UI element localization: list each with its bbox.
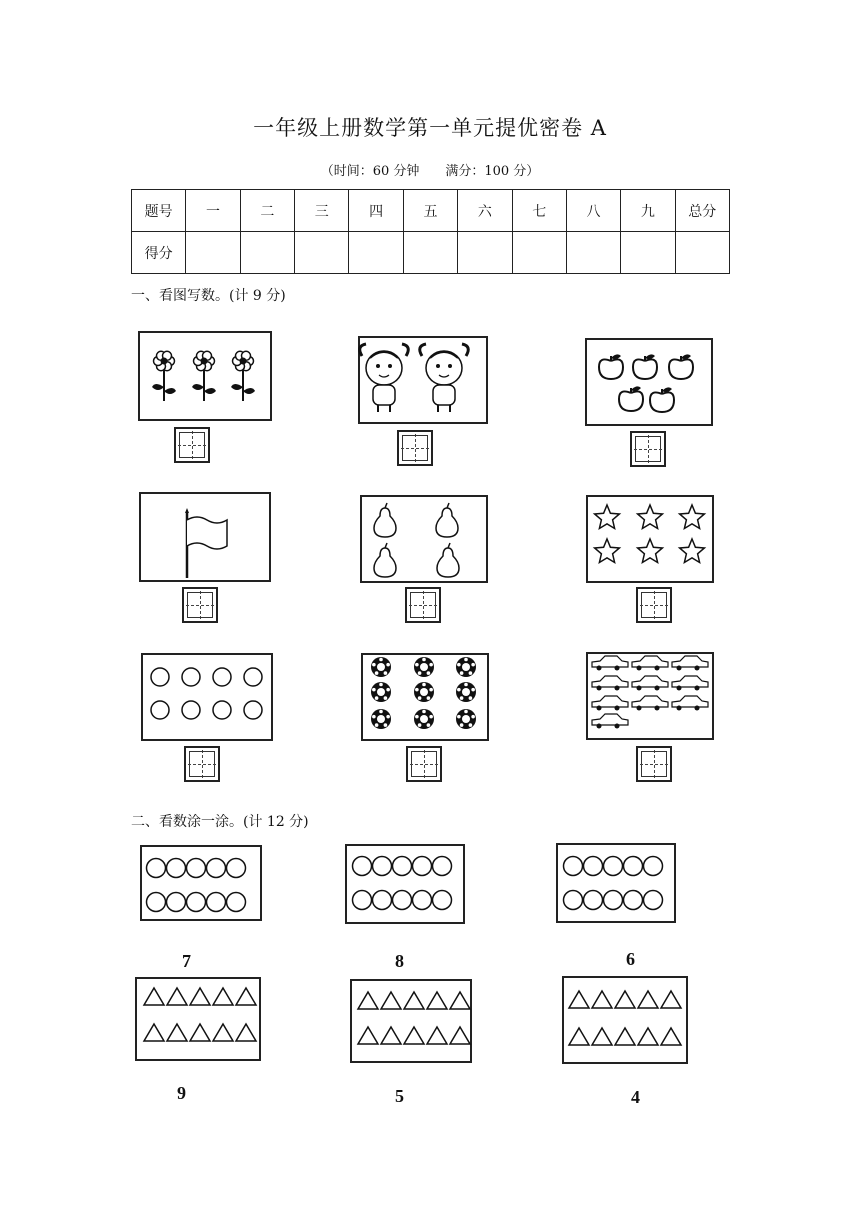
triangle-icon [638,991,658,1008]
score-cell: 六 [458,190,512,232]
flower-icon [152,351,176,401]
triangle-icon [236,988,256,1005]
triangle-icon [213,1024,233,1041]
page-title: 一年级上册数学第一单元提优密卷 A [253,116,607,140]
score-cell: 一 [186,190,240,232]
circle-icon [227,859,246,878]
triangle-icon [615,1028,635,1045]
circle-icon [213,701,231,719]
pear-icon [436,503,458,537]
page-subtitle: （时间：60 分钟 满分：100 分） [320,164,540,179]
apple-icon [669,354,693,379]
triangle-icon [427,992,447,1009]
circle-icon [604,857,623,876]
circle-icon [373,891,392,910]
circle-icon [213,668,231,686]
circle-icon [604,891,623,910]
circle-icon [151,668,169,686]
triangle-icon [213,988,233,1005]
circle-icon [584,891,603,910]
flag-icon [185,508,227,578]
car-icon [672,696,708,711]
triangle-icon [381,1027,401,1044]
triangle-icon [167,988,187,1005]
score-cell: 三 [295,190,349,232]
triangle-icon [427,1027,447,1044]
circle-icon [564,857,583,876]
circle-icon [433,891,452,910]
triangle-icon [450,992,470,1009]
triangle-icon [615,991,635,1008]
target-number-6: 4 [631,1087,640,1107]
pear-icon [374,543,396,577]
score-cell: 总分 [675,190,729,232]
circle-icon [624,857,643,876]
car-icon [592,656,628,671]
score-cell: 题号 [132,190,186,232]
car-icon [592,696,628,711]
triangle-icon [144,1024,164,1041]
circle-icon [393,857,412,876]
soccer-ball-icon [414,709,434,729]
triangle-icon [381,992,401,1009]
score-cell: 九 [621,190,675,232]
target-number-2: 8 [395,951,404,971]
triangle-icon [592,991,612,1008]
circle-icon [244,668,262,686]
target-number-5: 5 [395,1086,404,1106]
soccer-ball-icon [414,657,434,677]
apple-icon [633,354,657,379]
apple-icon [619,386,643,411]
score-cell: 四 [349,190,403,232]
car-icon [632,676,668,691]
circle-icon [433,857,452,876]
triangle-icon [358,992,378,1009]
triangle-icon [167,1024,187,1041]
circle-icon [244,701,262,719]
target-number-3: 6 [626,949,635,969]
soccer-ball-icon [456,682,476,702]
circle-icon [644,857,663,876]
score-cell: 二 [240,190,294,232]
circle-icon [373,857,392,876]
triangle-icon [661,991,681,1008]
target-number-4: 9 [177,1083,186,1103]
triangle-icon [404,1027,424,1044]
circle-icon [182,668,200,686]
circle-icon [167,859,186,878]
car-icon [632,656,668,671]
triangle-icon [236,1024,256,1041]
soccer-ball-icon [456,709,476,729]
circle-icon [182,701,200,719]
triangle-icon [144,988,164,1005]
triangle-icon [404,992,424,1009]
circle-icon [413,857,432,876]
flower-icon [231,351,255,401]
section1-heading: 一、看图写数。(计 9 分) [131,288,286,304]
soccer-ball-icon [456,657,476,677]
circle-icon [207,859,226,878]
score-cell: 得分 [132,232,186,274]
triangle-icon [569,1028,589,1045]
score-cell: 七 [512,190,566,232]
circle-icon [167,893,186,912]
circle-icon [187,859,206,878]
pear-icon [374,503,396,537]
circle-icon [147,859,166,878]
circle-icon [584,857,603,876]
apple-icon [650,387,674,412]
triangle-icon [569,991,589,1008]
triangle-icon [190,988,210,1005]
circle-icon [147,893,166,912]
star-icon [595,539,620,563]
flower-icon [192,351,216,401]
car-icon [592,676,628,691]
section2-heading: 二、看数涂一涂。(计 12 分) [131,814,309,830]
star-icon [638,539,663,563]
car-icon [672,656,708,671]
circle-icon [187,893,206,912]
circle-icon [227,893,246,912]
goat-icon [420,344,469,412]
car-icon [632,696,668,711]
soccer-ball-icon [371,682,391,702]
circle-icon [353,891,372,910]
circle-icon [151,701,169,719]
circle-icon [393,891,412,910]
apple-icon [599,354,623,379]
soccer-ball-icon [414,682,434,702]
triangle-icon [592,1028,612,1045]
circle-icon [353,857,372,876]
soccer-ball-icon [371,709,391,729]
triangle-icon [638,1028,658,1045]
star-icon [638,505,663,529]
circle-icon [413,891,432,910]
pear-icon [437,543,459,577]
star-icon [680,539,705,563]
circle-icon [644,891,663,910]
score-cell: 五 [403,190,457,232]
triangle-icon [190,1024,210,1041]
car-icon [592,714,628,729]
circle-icon [624,891,643,910]
goat-icon [360,344,409,412]
target-number-1: 7 [182,951,191,971]
circle-icon [207,893,226,912]
triangle-icon [450,1027,470,1044]
star-icon [680,505,705,529]
star-icon [595,505,620,529]
circle-icon [564,891,583,910]
soccer-ball-icon [371,657,391,677]
score-cell: 八 [566,190,620,232]
triangle-icon [358,1027,378,1044]
car-icon [672,676,708,691]
triangle-icon [661,1028,681,1045]
